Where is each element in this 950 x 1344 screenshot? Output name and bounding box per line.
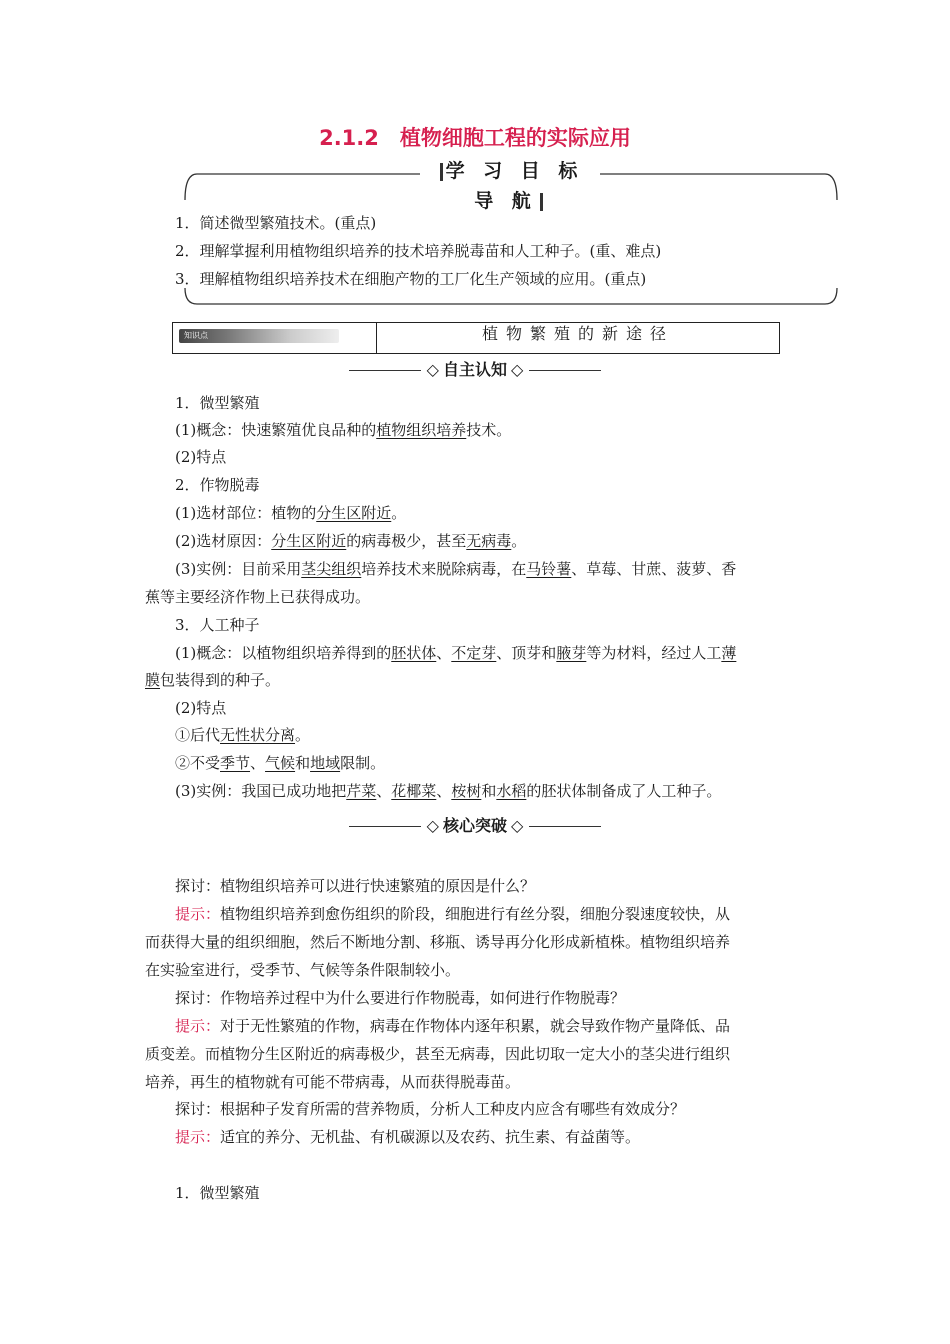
answer-1: 在实验室进行，受季节、气候等条件限制较小。 (145, 961, 461, 979)
objective-item: 1．简述微型繁殖技术。(重点) (175, 214, 377, 232)
text-line: (1)概念：快速繁殖优良品种的植物组织培养技术。 (175, 421, 512, 439)
heading-artificial-seed: 3．人工种子 (175, 616, 260, 634)
question-1: 探讨：植物组织培养可以进行快速繁殖的原因是什么？ (175, 877, 536, 895)
heading-detox: 2．作物脱毒 (175, 476, 260, 494)
heading-micro-propagation-2: 1．微型繁殖 (175, 1184, 260, 1202)
heading-micro-propagation: 1．微型繁殖 (175, 394, 260, 412)
text-line: (2)选材原因：分生区附近的病毒极少，甚至无病毒。 (175, 532, 527, 550)
answer-3: 提示：适宜的养分、无机盐、有机碳源以及农药、抗生素、有益菌等。 (175, 1128, 641, 1146)
question-2: 探讨：作物培养过程中为什么要进行作物脱毒，如何进行作物脱毒？ (175, 989, 626, 1007)
answer-2: 培养，再生的植物就有可能不带病毒，从而获得脱毒苗。 (145, 1073, 521, 1091)
answer-1: 提示：植物组织培养到愈伤组织的阶段，细胞进行有丝分裂，细胞分裂速度较快，从 (175, 905, 731, 923)
text-line: (3)实例：目前采用茎尖组织培养技术来脱除病毒，在马铃薯、草莓、甘蔗、菠萝、香 (175, 560, 737, 578)
answer-2: 质变差。而植物分生区附近的病毒极少，甚至无病毒，因此切取一定大小的茎尖进行组织 (145, 1045, 731, 1063)
objective-item: 3．理解植物组织培养技术在细胞产物的工厂化生产领域的应用。(重点) (175, 270, 647, 288)
knowledge-point-tag: 知识点 (179, 329, 339, 343)
text-line: (2)特点 (175, 448, 227, 466)
answer-2: 提示：对于无性繁殖的作物，病毒在作物体内逐年积累，就会导致作物产量降低、品 (175, 1017, 731, 1035)
text-line: (1)选材部位：植物的分生区附近。 (175, 504, 407, 522)
text-line: (2)特点 (175, 699, 227, 717)
text-line: ②不受季节、气候和地域限制。 (175, 754, 386, 772)
knowledge-point-header (172, 322, 780, 354)
section-self-study: ◇ 自主认知 ◇ (0, 359, 950, 381)
text-line: 膜包装得到的种子。 (145, 671, 281, 689)
text-line: (1)概念：以植物组织培养得到的胚状体、不定芽、顶芽和腋芽等为材料，经过人工薄 (175, 644, 737, 662)
text-line: ①后代无性状分离。 (175, 726, 311, 744)
learning-objectives-title: 学 习 目 标 导 航 (420, 156, 600, 186)
objective-item: 2．理解掌握利用植物组织培养的技术培养脱毒苗和人工种子。(重、难点) (175, 242, 662, 260)
section-core: ◇ 核心突破 ◇ (0, 815, 950, 837)
answer-1: 而获得大量的组织细胞，然后不断地分割、移瓶、诱导再分化形成新植株。植物组织培养 (145, 933, 731, 951)
text-line: (3)实例：我国已成功地把芹菜、花椰菜、桉树和水稻的胚状体制备成了人工种子。 (175, 782, 722, 800)
knowledge-point-title: 植物繁殖的新途径 (481, 324, 674, 343)
question-3: 探讨：根据种子发育所需的营养物质，分析人工种皮内应含有哪些有效成分？ (175, 1100, 686, 1118)
page-title: 2.1.2 植物细胞工程的实际应用 (319, 126, 631, 150)
text-line: 蕉等主要经济作物上已获得成功。 (145, 588, 371, 606)
